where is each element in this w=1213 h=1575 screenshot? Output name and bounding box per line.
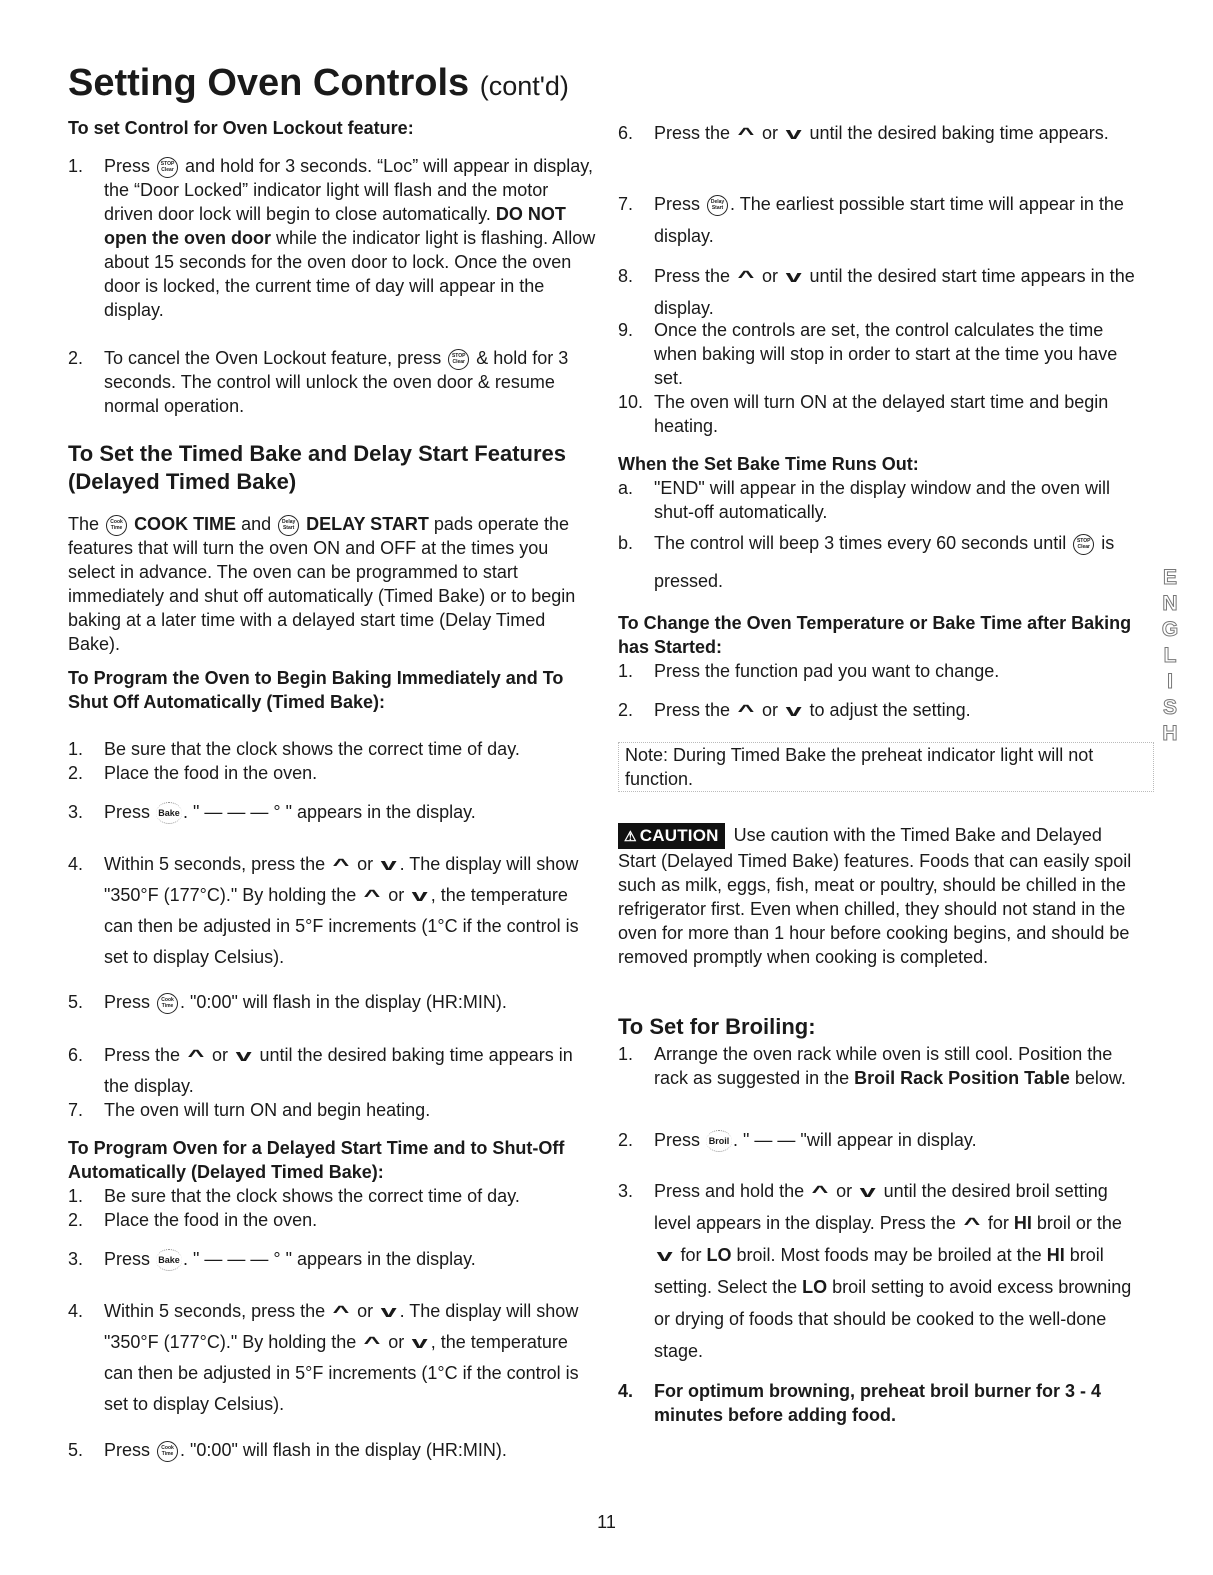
delayed-step-6: 6. Press the ^ or v until the desired baking time appears.	[618, 123, 1109, 143]
broil-step-3: 3. Press and hold the ^ or v until the desired broil setting level appears in the display. Press the ^ for HI broil or the v for LO broil. Most foods may be broiled at the HI broil setting. Select the LO broil setting to avoid excess browning or drying of foods that should be cooked to the well-done stage.	[618, 1181, 1132, 1361]
delayed-step-8: 8. Press the ^ or v until the desired start time appears in the display.	[618, 266, 1135, 318]
immediate-step-6: 6. Press the ^ or v until the desired baking time appears in the display.	[68, 1045, 573, 1096]
immediate-step-4: 4. Within 5 seconds, press the ^ or v . The display will show "350°F (177°C)." By holding the ^ or v , the temperature can then be adjusted in 5°F increments (1°C if the control is set to display Celsius).	[68, 854, 579, 967]
down-arrow-icon: v	[859, 1182, 876, 1201]
change-heading: To Change the Oven Temperature or Bake Time after Baking has Started:	[618, 613, 1132, 657]
immediate-step-7: 7. The oven will turn ON and begin heating.	[68, 1100, 431, 1120]
delayed-step-5: 5. Press Cook Time . "0:00" will flash in the display (HR:MIN).	[68, 1440, 507, 1460]
delayed-heading: To Program Oven for a Delayed Start Time and to Shut-Off Automatically (Delayed Timed Bake):	[68, 1138, 565, 1182]
page-number: 11	[597, 1512, 616, 1532]
immediate-step-2: 2. Place the food in the oven.	[68, 763, 318, 783]
english-side-tab: E N G L I S H	[1161, 566, 1179, 745]
up-arrow-icon: ^	[332, 1302, 350, 1321]
runs-out-heading: When the Set Bake Time Runs Out:	[618, 454, 919, 474]
up-arrow-icon: ^	[737, 701, 755, 720]
stop-clear-pad-icon: STOP Clear	[1073, 534, 1094, 555]
cook-time-pad-icon: Cook Time	[157, 993, 178, 1014]
down-arrow-icon: v	[785, 701, 802, 720]
timed-bake-intro: The Cook Time COOK TIME and Delay Start DELAY START pads operate the features that will turn the oven ON and OFF at the times you select in advance. The oven can be programmed to start immediately and shut off automatically (Timed Bake) or to begin baking at a later time with a delayed start time (Delay Timed Bake).	[68, 514, 576, 654]
page-title-contd: (cont'd)	[479, 71, 569, 101]
warning-triangle-icon: ⚠	[624, 828, 637, 844]
caution-block: ⚠ CAUTION Use caution with the Timed Bake and Delayed Start (Delayed Timed Bake) features. Foods that can easily spoil such as milk, eggs, fish, meat or poultry, should be chilled in the refrigerator first. Even when chilled, they should not stand in the oven for more than 1 hour before cooking begins, and should be removed promptly when cooking is completed.	[618, 825, 1132, 967]
up-arrow-icon: ^	[737, 124, 755, 143]
up-arrow-icon: ^	[811, 1182, 829, 1201]
lockout-step-1: 1. Press STOP Clear and hold for 3 seconds. “Loc” will appear in display, the “Door Locked” indicator light will flash and the motor driven door lock will begin to close automatically. DO NOT open the oven door while the indicator light is flashing. Allow about 15 seconds for the oven door to lock. Once the oven door is locked, the current time of day will appear in the display.	[68, 156, 596, 320]
delayed-step-9: 9. Once the controls are set, the control calculates the time when baking will stop in order to start at the time you have set.	[618, 320, 1118, 388]
down-arrow-icon: v	[235, 1046, 252, 1065]
delayed-step-1: 1. Be sure that the clock shows the correct time of day.	[68, 1186, 520, 1206]
note-box: Note: During Timed Bake the preheat indicator light will not function.	[618, 742, 1154, 792]
timed-bake-heading: To Set the Timed Bake and Delay Start Features (Delayed Timed Bake)	[68, 441, 567, 494]
bake-pad-icon: Bake	[156, 802, 182, 824]
stop-clear-pad-icon: STOP Clear	[448, 349, 469, 370]
broil-heading: To Set for Broiling:	[618, 1014, 816, 1039]
stop-clear-pad-icon: STOP Clear	[157, 157, 178, 178]
delayed-step-4: 4. Within 5 seconds, press the ^ or v . The display will show "350°F (177°C)." By holding the ^ or v , the temperature can then be adjusted in 5°F increments (1°C if the control is set to display Celsius).	[68, 1301, 579, 1414]
up-arrow-icon: ^	[332, 855, 350, 874]
immediate-step-5: 5. Press Cook Time . "0:00" will flash in the display (HR:MIN).	[68, 992, 507, 1012]
change-step-2: 2. Press the ^ or v to adjust the setting.	[618, 700, 971, 720]
delayed-step-2: 2. Place the food in the oven.	[68, 1210, 318, 1230]
broil-step-1: 1. Arrange the oven rack while oven is still cool. Position the rack as suggested in the Broil Rack Position Table below.	[618, 1044, 1126, 1088]
delayed-step-7: 7. Press Delay Start . The earliest possible start time will appear in the display.	[618, 194, 1124, 246]
down-arrow-icon: v	[380, 1302, 397, 1321]
immediate-heading: To Program the Oven to Begin Baking Immediately and To Shut Off Automatically (Timed Bake):	[68, 668, 564, 712]
immediate-step-3: 3. Press Bake . " — — — ° " appears in the display.	[68, 800, 598, 824]
down-arrow-icon: v	[785, 267, 802, 286]
immediate-step-1: 1. Be sure that the clock shows the correct time of day.	[68, 739, 520, 759]
runs-out-step-a: a. "END" will appear in the display window and the oven will shut-off automatically.	[618, 478, 1111, 522]
cook-time-pad-icon: Cook Time	[106, 515, 127, 536]
delay-start-pad-icon: Delay Start	[278, 515, 299, 536]
broil-step-4: 4. For optimum browning, preheat broil burner for 3 - 4 minutes before adding food.	[618, 1381, 1102, 1425]
caution-badge: ⚠ CAUTION	[618, 823, 725, 849]
up-arrow-icon: ^	[963, 1214, 981, 1233]
down-arrow-icon: v	[411, 886, 429, 905]
up-arrow-icon: ^	[187, 1046, 205, 1065]
broil-step-2: 2. Press Broil . " — — "will appear in display.	[618, 1128, 1140, 1152]
down-arrow-icon: v	[656, 1246, 673, 1265]
down-arrow-icon: v	[411, 1333, 429, 1352]
delay-start-pad-icon: Delay Start	[707, 195, 728, 216]
lockout-heading: To set Control for Oven Lockout feature:	[68, 118, 414, 138]
delayed-step-3: 3. Press Bake . " — — — ° " appears in the display.	[68, 1247, 598, 1271]
cook-time-pad-icon: Cook Time	[157, 1441, 178, 1462]
up-arrow-icon: ^	[363, 886, 381, 905]
bake-pad-icon: Bake	[156, 1249, 182, 1271]
down-arrow-icon: v	[380, 855, 397, 874]
runs-out-step-b: b. The control will beep 3 times every 60 seconds until STOP Clear is pressed.	[618, 533, 1115, 591]
lockout-step-2: 2. To cancel the Oven Lockout feature, press STOP Clear & hold for 3 seconds. The control will unlock the oven door & resume normal operation.	[68, 348, 569, 416]
page-title: Setting Oven Controls (cont'd)	[68, 62, 569, 104]
delayed-step-10: 10. The oven will turn ON at the delayed start time and begin heating.	[618, 392, 1109, 436]
up-arrow-icon: ^	[737, 267, 755, 286]
broil-pad-icon: Broil	[706, 1130, 732, 1152]
down-arrow-icon: v	[785, 124, 802, 143]
change-step-1: 1. Press the function pad you want to change.	[618, 661, 1000, 681]
up-arrow-icon: ^	[363, 1333, 381, 1352]
